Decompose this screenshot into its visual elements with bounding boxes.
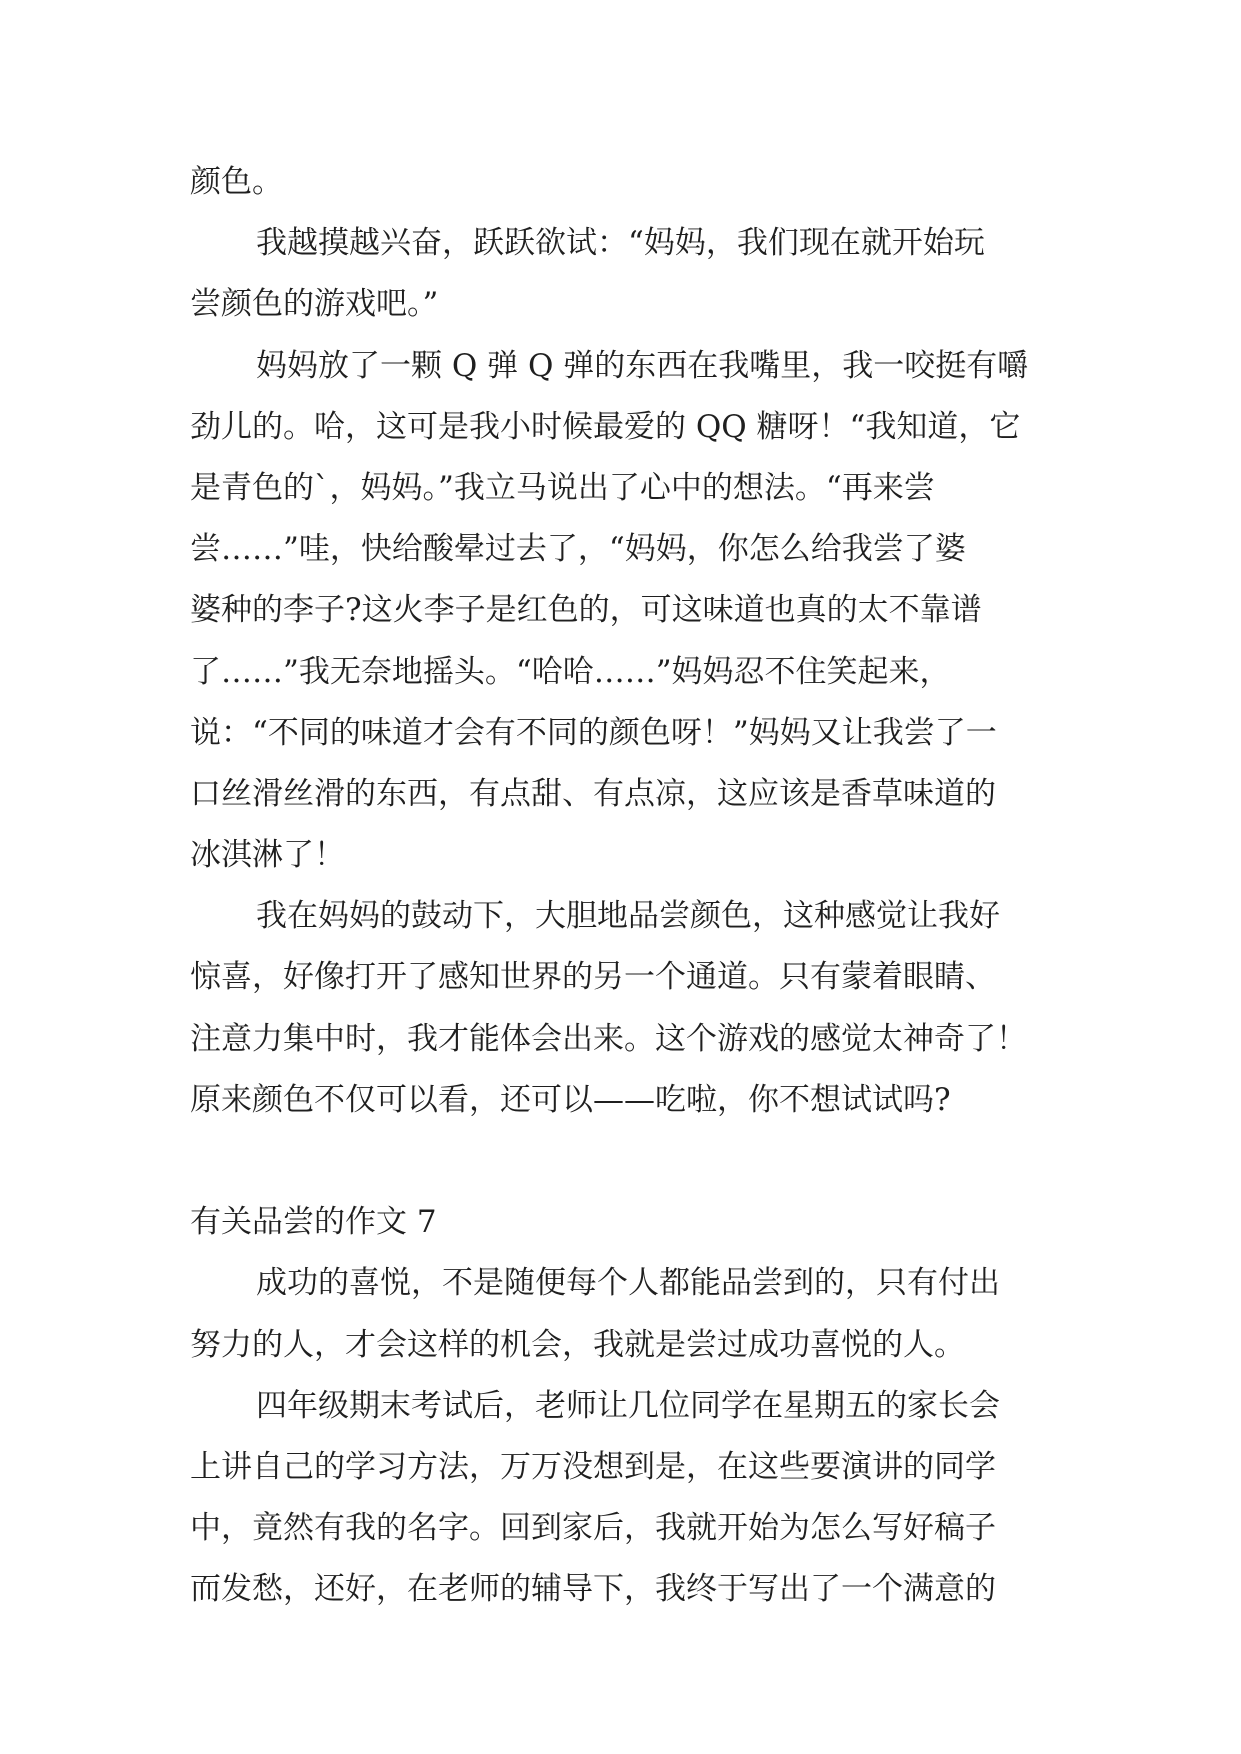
text-line: 惊喜，好像打开了感知世界的另一个通道。只有蒙着眼睛、 (190, 959, 996, 996)
text-line: 而发愁，还好，在老师的辅导下，我终于写出了一个满意的 (190, 1571, 996, 1608)
text-line: 努力的人，才会这样的机会，我就是尝过成功喜悦的人。 (190, 1326, 965, 1363)
text-line: 尝……”哇，快给酸晕过去了，“妈妈，你怎么给我尝了婆 (190, 531, 966, 568)
paragraph (190, 886, 1070, 1131)
text-line: 注意力集中时，我才能体会出来。这个游戏的感觉太神奇了！ (190, 1020, 1027, 1057)
text-line: 上讲自己的学习方法，万万没想到是，在这些要演讲的同学 (190, 1448, 996, 1485)
paragraph (190, 213, 1070, 335)
text-line: 冰淇淋了！ (190, 837, 345, 874)
section-spacer (190, 1131, 1070, 1192)
text-line: 中，竟然有我的名字。回到家后，我就开始为怎么写好稿子 (190, 1510, 996, 1547)
text-line: 成功的喜悦，不是随便每个人都能品尝到的，只有付出 (256, 1265, 1000, 1302)
text-line: 原来颜色不仅可以看，还可以——吃啦，你不想试试吗? (190, 1081, 951, 1118)
document-body (190, 152, 1070, 1621)
text-line: 劲儿的。哈，这可是我小时候最爱的 QQ 糖呀！“我知道，它 (190, 408, 1021, 445)
text-line: 四年级期末考试后，老师让几位同学在星期五的家长会 (256, 1387, 1000, 1424)
paragraph (190, 336, 1070, 887)
paragraph (190, 152, 1070, 213)
paragraph (190, 1253, 1070, 1375)
text-line: 尝颜色的游戏吧。” (190, 286, 439, 323)
text-line: 说：“不同的味道才会有不同的颜色呀！”妈妈又让我尝了一 (190, 714, 997, 751)
paragraph (190, 1376, 1070, 1621)
text-line: 是青色的`，妈妈。”我立马说出了心中的想法。“再来尝 (190, 469, 935, 506)
text-line: 婆种的李子?这火李子是红色的，可这味道也真的太不靠谱 (190, 592, 982, 629)
text-line: 我越摸越兴奋，跃跃欲试：“妈妈，我们现在就开始玩 (256, 225, 985, 262)
text-line: 颜色。 (190, 164, 283, 200)
text-line: 我在妈妈的鼓动下，大胆地品尝颜色，这种感觉让我好 (256, 898, 1000, 935)
text-line: 妈妈放了一颗 Q 弹 Q 弹的东西在我嘴里，我一咬挺有嚼 (256, 347, 1029, 384)
text-line: 了……”我无奈地摇头。“哈哈……”妈妈忍不住笑起来， (190, 653, 951, 690)
section-heading: 有关品尝的作文 7 (190, 1204, 437, 1241)
text-line: 口丝滑丝滑的东西，有点甜、有点凉，这应该是香草味道的 (190, 775, 996, 812)
